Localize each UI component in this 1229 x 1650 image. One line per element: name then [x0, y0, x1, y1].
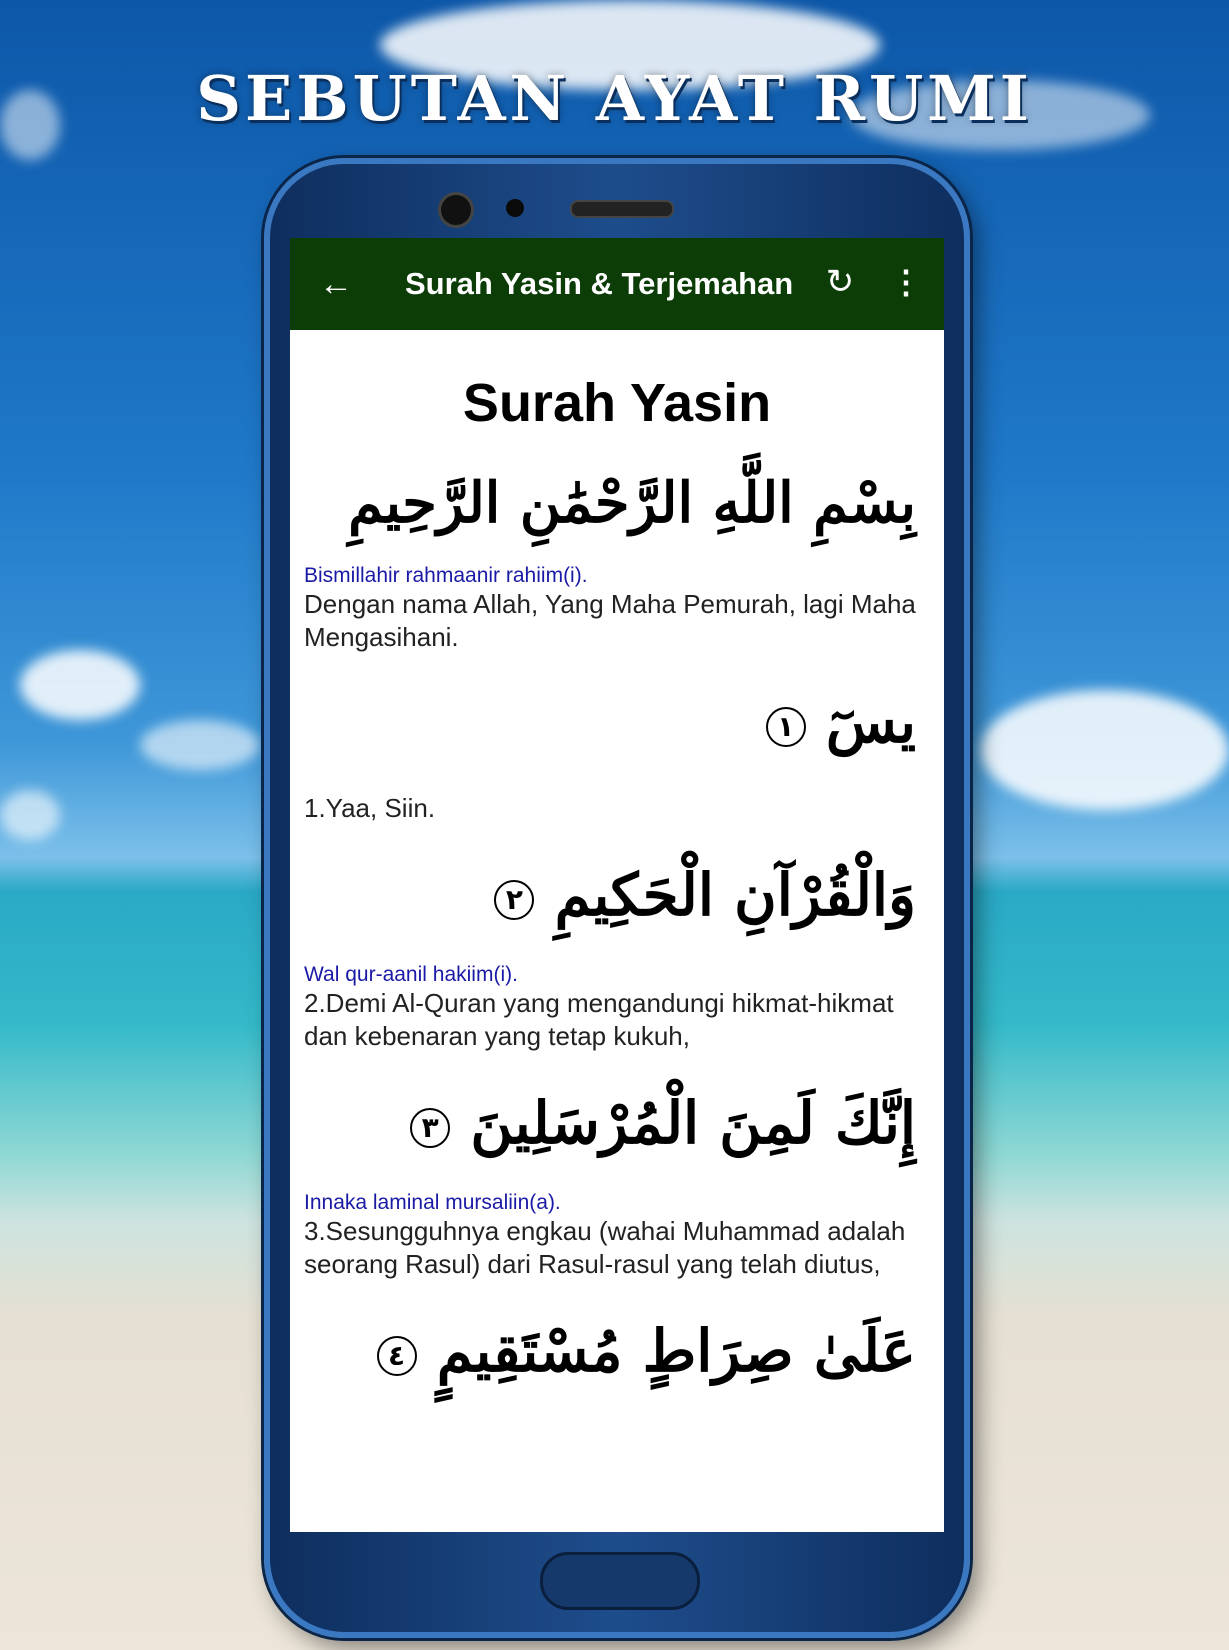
front-camera	[438, 192, 474, 228]
home-button[interactable]	[540, 1552, 700, 1610]
verse-arabic	[290, 688, 944, 756]
verse-number: ٢	[494, 880, 534, 920]
bismillah-rumi: Bismillahir rahmaanir rahiim(i).	[304, 564, 588, 587]
cloud	[20, 650, 140, 720]
refresh-icon[interactable]: ↻	[825, 263, 855, 301]
cloud	[140, 720, 260, 770]
bismillah-translation: Dengan nama Allah, Yang Maha Pemurah, lagi Maha Mengasihani.	[304, 589, 916, 652]
verse-arabic-text: إِنَّكَ لَمِنَ الْمُرْسَلِينَ	[470, 1089, 916, 1157]
verse-arabic-text: وَالْقُرْآنِ الْحَكِيمِ	[554, 861, 916, 929]
page-title: Surah Yasin	[462, 373, 772, 433]
content-scroll[interactable]	[290, 372, 944, 1385]
cloud	[0, 790, 60, 840]
verse-arabic	[290, 1317, 944, 1385]
app-bar-title: Surah Yasin & Terjemahan	[405, 266, 794, 301]
verse-arabic	[290, 861, 944, 929]
verse-number: ١	[766, 707, 806, 747]
proximity-sensor	[506, 199, 524, 217]
verse-arabic-text: عَلَىٰ صِرَاطٍ مُسْتَقِيمٍ	[436, 1317, 916, 1385]
verse-number: ٣	[410, 1108, 450, 1148]
verse-translation: 2.Demi Al-Quran yang mengandungi hikmat-hikmat dan kebenaran yang tetap kukuh,	[304, 988, 894, 1051]
app-bar	[290, 238, 944, 330]
bismillah-arabic: بِسْمِ اللَّهِ الرَّحْمَٰنِ الرَّحِيمِ	[348, 470, 916, 536]
verse-rumi: Wal qur-aanil hakiim(i).	[304, 963, 518, 986]
banner-title: SEBUTAN AYAT RUMI	[196, 62, 1033, 135]
more-vert-icon[interactable]: ⋮	[890, 264, 922, 300]
verse-number: ٤	[377, 1336, 417, 1376]
earpiece-speaker	[570, 200, 674, 218]
verse-rumi: Innaka laminal mursaliin(a).	[304, 1191, 561, 1214]
verse-arabic	[290, 1089, 944, 1157]
verse-translation: 3.Sesungguhnya engkau (wahai Muhammad adalah seorang Rasul) dari Rasul-rasul yang telah diutus,	[304, 1216, 906, 1279]
verse-arabic-text: يسٓ	[825, 688, 916, 756]
app-screen	[290, 238, 944, 1532]
verse-translation: 1.Yaa, Siin.	[304, 793, 436, 823]
cloud	[980, 690, 1229, 810]
arrow-left-icon[interactable]: ←	[319, 265, 353, 303]
